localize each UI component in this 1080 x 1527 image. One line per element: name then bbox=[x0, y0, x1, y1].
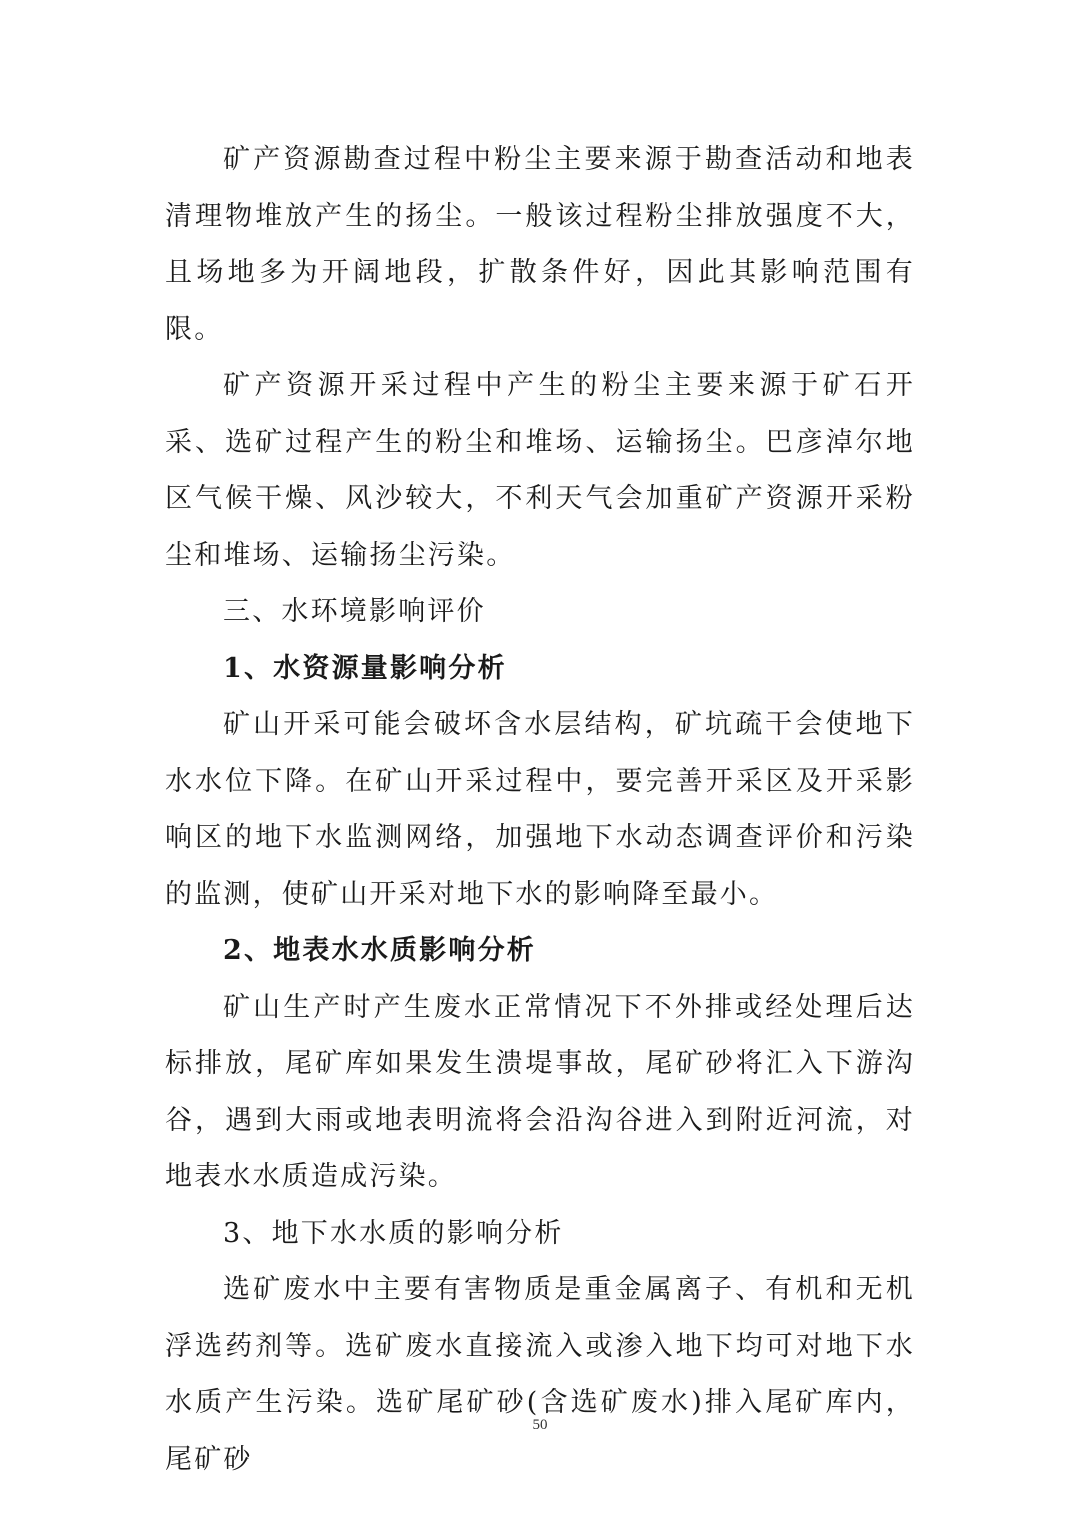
subheading-surface-water-quality: 2、地表水水质影响分析 bbox=[223, 935, 536, 966]
paragraph-beneficiation-wastewater: 选矿废水中主要有害物质是重金属离子、有机和无机浮选药剂等。选矿废水直接流入或渗入地下均可对地下水水质产生污染。选矿尾矿砂(含选矿废水)排入尾矿库内，尾矿砂 bbox=[165, 1274, 915, 1475]
subheading-water-resources: 1、水资源量影响分析 bbox=[223, 652, 507, 684]
paragraph-groundwater-level: 矿山开采可能会破坏含水层结构，矿坑疏干会使地下水水位下降。在矿山开采过程中，要完善开采区及开采影响区的地下水监测网络，加强地下水动态调查评价和污染的监测，使矿山开采对地下水的影响降至最小。 bbox=[165, 709, 915, 910]
section-heading-water-environment: 三、水环境影响评价 bbox=[223, 596, 486, 627]
paragraph-exploration-dust: 矿产资源勘查过程中粉尘主要来源于勘查活动和地表清理物堆放产生的扬尘。一般该过程粉尘排放强度不大，且场地多为开阔地段，扩散条件好，因此其影响范围有限。 bbox=[165, 144, 915, 345]
page-number: 50 bbox=[532, 1417, 548, 1433]
subheading-groundwater-quality: 3、地下水水质的影响分析 bbox=[223, 1217, 564, 1249]
paragraph-surface-water: 矿山生产时产生废水正常情况下不外排或经处理后达标排放，尾矿库如果发生溃堤事故，尾矿砂将汇入下游沟谷，遇到大雨或地表明流将会沿沟谷进入到附近河流，对地表水水质造成污染。 bbox=[165, 991, 915, 1192]
document-body bbox=[165, 132, 915, 1488]
paragraph-mining-dust: 矿产资源开采过程中产生的粉尘主要来源于矿石开采、选矿过程产生的粉尘和堆场、运输扬尘。巴彦淖尔地区气候干燥、风沙较大，不利天气会加重矿产资源开采粉尘和堆场、运输扬尘污染。 bbox=[165, 370, 915, 571]
